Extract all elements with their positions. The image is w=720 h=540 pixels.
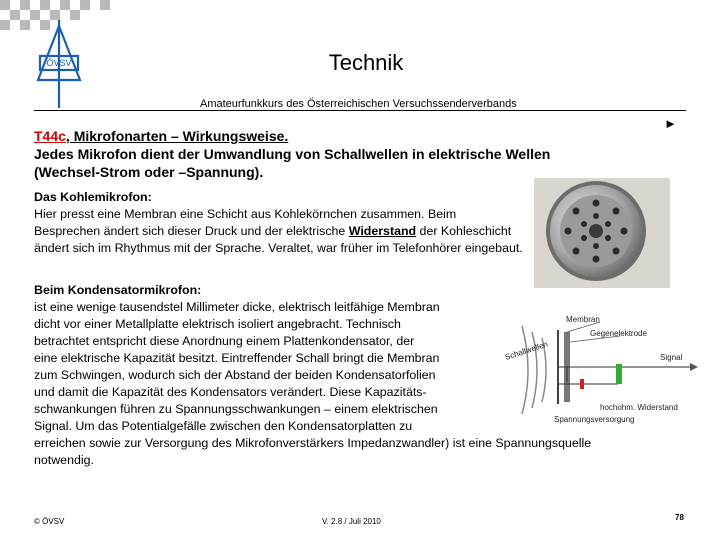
emphasis-widerstand: Widerstand bbox=[348, 224, 417, 238]
page-title: Technik bbox=[328, 50, 404, 75]
label-widerstand: hochohm. Widerstand bbox=[600, 403, 678, 412]
condenser-line: und damit die Kapazität des Kondensators verändert. Diese Kapazitäts- bbox=[34, 385, 427, 399]
label-spannungsversorgung: Spannungsversorgung bbox=[554, 415, 635, 424]
logo-text: ÖVSV bbox=[46, 58, 72, 68]
condenser-line: zum Schwingen, wodurch sich der Abstand der beiden Kondensatorfolien bbox=[34, 368, 436, 382]
condenser-line: eine elektrische Kapazität besitzt. Eintreffender Schall bringt die Membran bbox=[34, 351, 440, 365]
section-carbon-microphone bbox=[34, 189, 524, 257]
condenser-line: schwankungen führen zu Spannungsschwankungen – einem elektrischen bbox=[34, 402, 438, 416]
footer-version: V. 2.8 / Juli 2010 bbox=[322, 517, 381, 526]
carbon-microphone-photo bbox=[534, 178, 670, 288]
topic-line-2: Jedes Mikrofon dient der Umwandlung von Schallwellen in elektrische Wellen bbox=[34, 146, 551, 162]
condenser-line: ist eine wenige tausendstel Millimeter dicke, elektrisch leitfähige Membran bbox=[34, 300, 440, 314]
condenser-line: notwendig. bbox=[34, 453, 94, 467]
topic-line-3: (Wechsel-Strom oder –Spannung). bbox=[34, 164, 264, 180]
footer-copyright: © ÖVSV bbox=[34, 517, 65, 526]
label-signal: Signal bbox=[660, 353, 683, 362]
section-heading-condenser: Beim Kondensatormikrofon: bbox=[34, 283, 202, 297]
condenser-line: betrachtet entspricht diese Anordnung einem Plattenkondensator, der bbox=[34, 334, 415, 348]
next-slide-button[interactable]: ► bbox=[664, 116, 677, 131]
label-gegenelektrode: Gegenelektrode bbox=[590, 329, 647, 338]
section-text-carbon: Hier presst eine Membran eine Schicht aus Kohlekörnchen zusammen. Beim Besprechen ändert sich dieser Druck und der elektrische Widerstand der Kohleschicht ändert sich im Rhythmus mit der Sprache. Veraltet, war früher im Telefonhörer eingebaut. bbox=[34, 207, 523, 255]
section-heading-carbon: Das Kohlemikrofon: bbox=[34, 190, 152, 204]
condenser-line: erreichen sowie zur Versorgung des Mikrofonverstärkers Impedanzwandler) ist eine Spannungsquelle bbox=[34, 436, 592, 450]
topic-code-link[interactable]: T44c bbox=[34, 128, 66, 144]
label-membran: Membran bbox=[566, 315, 600, 324]
condenser-line: Signal. Um das Potentialgefälle zwischen den Kondensatorplatten zu bbox=[34, 419, 413, 433]
topic-heading: , Mikrofonarten – Wirkungsweise. bbox=[65, 128, 289, 144]
header-divider bbox=[34, 110, 686, 111]
topic-block bbox=[34, 127, 654, 181]
condenser-line: dicht vor einer Metallplatte elektrisch isoliert angebracht. Technisch bbox=[34, 317, 401, 331]
page-subtitle: Amateurfunkkurs des Österreichischen Versuchssenderverbands bbox=[200, 98, 517, 110]
condenser-microphone-diagram bbox=[500, 312, 700, 430]
label-schallwellen: Schallwellen bbox=[503, 339, 549, 362]
footer-page-number: 78 bbox=[675, 513, 684, 522]
